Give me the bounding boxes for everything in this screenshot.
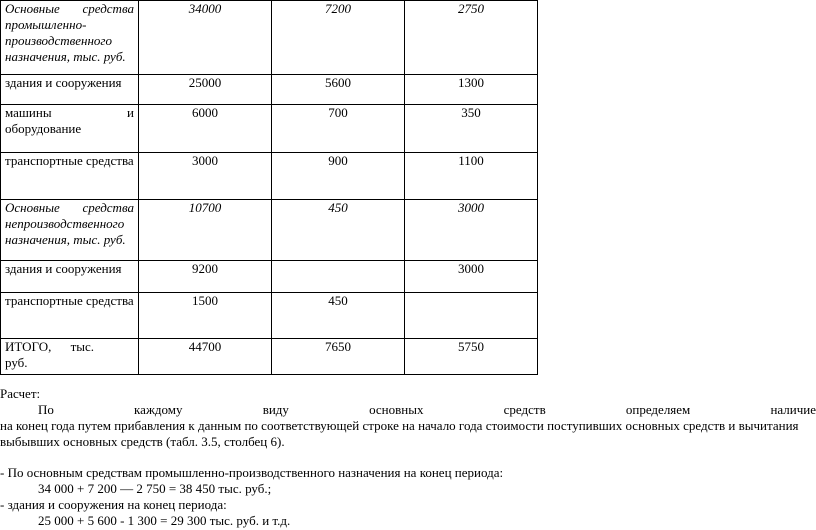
cell-value-1: 25000 [139, 75, 272, 105]
cell-value-2: 450 [272, 200, 405, 261]
cell-value-2: 7650 [272, 339, 405, 375]
cell-value-1: 9200 [139, 261, 272, 293]
table-row [1, 293, 538, 339]
table-row [1, 153, 538, 200]
cell-value-3: 350 [405, 105, 538, 153]
calculation-text [0, 386, 816, 529]
cell-value-3: 1300 [405, 75, 538, 105]
table-row [1, 75, 538, 105]
table-row [1, 261, 538, 293]
table-row [1, 1, 538, 75]
cell-value-1: 1500 [139, 293, 272, 339]
table-row [1, 200, 538, 261]
cell-value-1: 34000 [139, 1, 272, 75]
row-label: Основные средства промышленно-производственного назначения, тыс. руб. [1, 1, 139, 75]
cell-value-1: 3000 [139, 153, 272, 200]
formula: 25 000 + 5 600 - 1 300 = 29 300 тыс. руб. и т.д. [38, 513, 291, 528]
table-row [1, 339, 538, 375]
cell-value-2: 700 [272, 105, 405, 153]
cell-value-1: 10700 [139, 200, 272, 261]
cell-value-2: 900 [272, 153, 405, 200]
list-item: - здания и сооружения на конец периода: [0, 497, 227, 512]
paragraph-line: выбывших основных средств (табл. 3.5, столбец 6). [0, 434, 285, 449]
fixed-assets-table [0, 0, 538, 375]
cell-value-3: 3000 [405, 261, 538, 293]
cell-value-2: 7200 [272, 1, 405, 75]
cell-value-2: 5600 [272, 75, 405, 105]
paragraph-line: на конец года путем прибавления к данным по соответствующей строке на начало года стоимости поступивших основных средств и вычитания [0, 418, 799, 433]
row-label: ИТОГО, тыс. руб. [1, 339, 139, 375]
row-label: Основные средства непроизводственного назначения, тыс. руб. [1, 200, 139, 261]
list-item: - По основным средствам промышленно-производственного назначения на конец периода: [0, 465, 504, 480]
row-label: машины и оборудование [1, 105, 139, 153]
cell-value-3: 2750 [405, 1, 538, 75]
row-label: здания и сооружения [1, 75, 139, 105]
table-row [1, 105, 538, 153]
cell-value-2 [272, 261, 405, 293]
cell-value-1: 6000 [139, 105, 272, 153]
cell-value-2: 450 [272, 293, 405, 339]
cell-value-3 [405, 293, 538, 339]
cell-value-3: 3000 [405, 200, 538, 261]
cell-value-3: 1100 [405, 153, 538, 200]
formula: 34 000 + 7 200 — 2 750 = 38 450 тыс. руб.; [38, 481, 272, 496]
calc-heading: Расчет: [0, 386, 41, 401]
row-label: транспортные средства [1, 293, 139, 339]
row-label: здания и сооружения [1, 261, 139, 293]
cell-value-1: 44700 [139, 339, 272, 375]
paragraph-line: По каждому виду основных средств определяем наличие [38, 402, 816, 417]
cell-value-3: 5750 [405, 339, 538, 375]
row-label: транспортные средства [1, 153, 139, 200]
